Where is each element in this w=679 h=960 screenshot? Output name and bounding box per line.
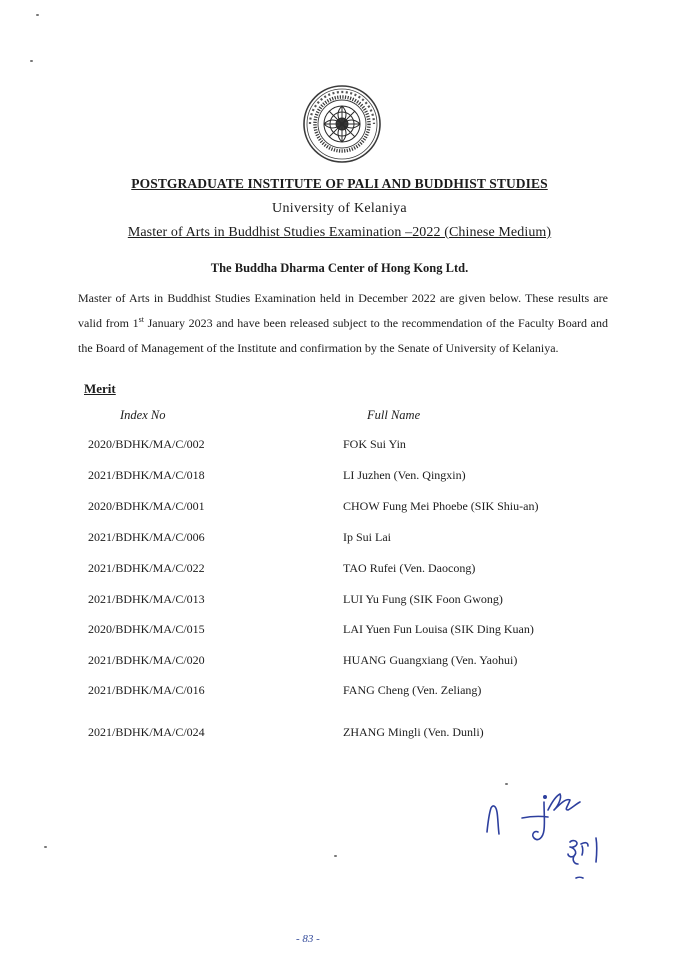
index-column-header: Index No: [120, 408, 166, 422]
index-cell: 2021/BDHK/MA/C/024: [88, 725, 205, 739]
table-row: [0, 530, 679, 548]
index-cell: 2021/BDHK/MA/C/016: [88, 683, 205, 697]
table-row: [0, 592, 679, 610]
scan-speck: [505, 783, 508, 785]
table-row: [0, 468, 679, 486]
name-cell: FANG Cheng (Ven. Zeliang): [343, 683, 482, 697]
name-cell: CHOW Fung Mei Phoebe (SIK Shiu-an): [343, 499, 539, 513]
table-row: [0, 725, 679, 743]
name-cell: Ip Sui Lai: [343, 530, 391, 544]
table-row: [0, 437, 679, 455]
name-cell: ZHANG Mingli (Ven. Dunli): [343, 725, 484, 739]
index-cell: 2021/BDHK/MA/C/018: [88, 468, 205, 482]
handwritten-signature: [478, 780, 628, 890]
name-cell: TAO Rufei (Ven. Daocong): [343, 561, 476, 575]
scan-speck: [44, 846, 47, 848]
index-cell: 2021/BDHK/MA/C/006: [88, 530, 205, 544]
index-cell: 2021/BDHK/MA/C/022: [88, 561, 205, 575]
index-cell: 2021/BDHK/MA/C/013: [88, 592, 205, 606]
index-cell: 2020/BDHK/MA/C/015: [88, 622, 205, 636]
institute-heading: POSTGRADUATE INSTITUTE OF PALI AND BUDDHIST STUDIES: [131, 176, 548, 191]
center-heading: The Buddha Dharma Center of Hong Kong Ltd.: [210, 261, 469, 275]
table-row: [0, 622, 679, 640]
university-seal-logo: [302, 84, 382, 164]
name-cell: FOK Sui Yin: [343, 437, 406, 451]
table-row: [0, 683, 679, 701]
table-row: [0, 561, 679, 579]
scan-speck: [334, 855, 337, 857]
table-row: [0, 499, 679, 517]
page-number: - 83 -: [296, 933, 320, 945]
index-cell: 2021/BDHK/MA/C/020: [88, 653, 205, 667]
index-cell: 2020/BDHK/MA/C/002: [88, 437, 205, 451]
name-cell: LUI Yu Fung (SIK Foon Gwong): [343, 592, 503, 606]
name-cell: LAI Yuen Fun Louisa (SIK Ding Kuan): [343, 622, 534, 636]
name-cell: HUANG Guangxiang (Ven. Yaohui): [343, 653, 518, 667]
intro-paragraph: Master of Arts in Buddhist Studies Examination held in December 2022 are given below. These results are valid from 1st January 2023 and have been released subject to the recommendation of the Faculty Board and the Board of Management of the Institute and confirmation by the Senate of University of Kelaniya.: [78, 291, 608, 355]
index-cell: 2020/BDHK/MA/C/001: [88, 499, 205, 513]
university-heading: University of Kelaniya: [272, 201, 407, 216]
merit-section-title: Merit: [84, 381, 116, 396]
scan-speck: [36, 14, 39, 16]
name-cell: LI Juzhen (Ven. Qingxin): [343, 468, 466, 482]
exam-heading: Master of Arts in Buddhist Studies Examination –2022 (Chinese Medium): [127, 225, 552, 240]
table-row: [0, 653, 679, 671]
scan-speck: [30, 60, 33, 62]
name-column-header: Full Name: [367, 408, 421, 422]
